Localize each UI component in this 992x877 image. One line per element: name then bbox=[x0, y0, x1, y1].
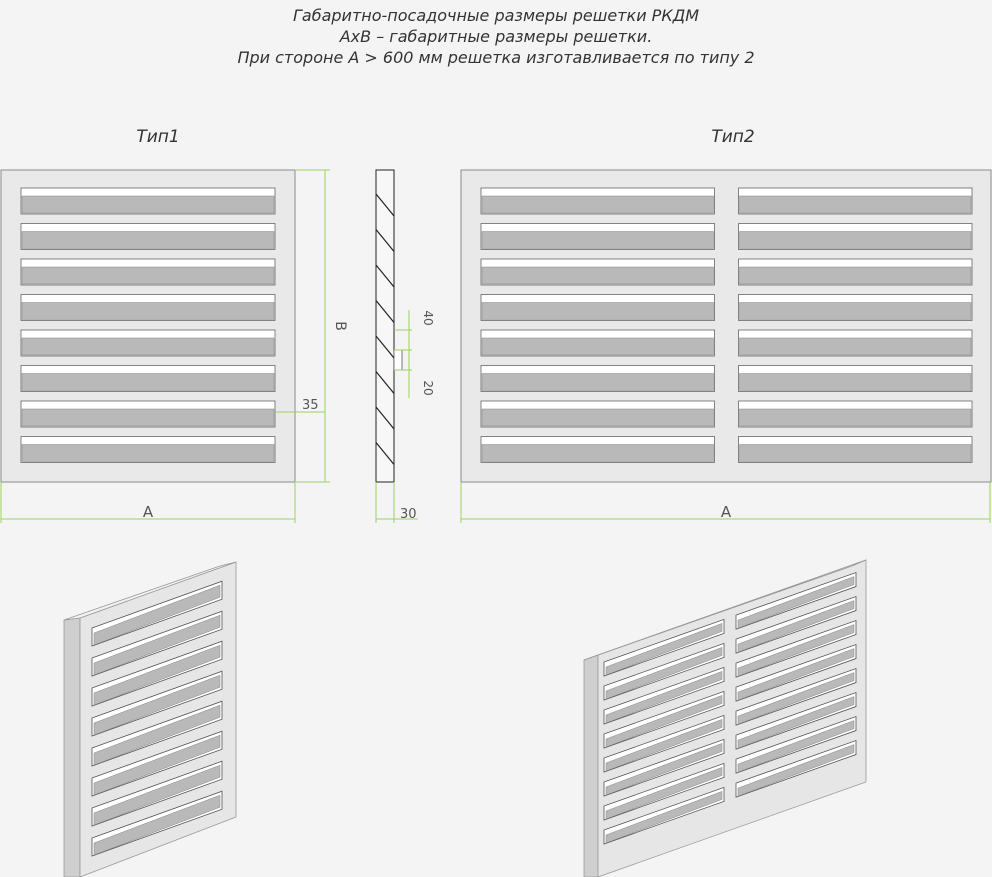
louver-blade bbox=[482, 303, 714, 320]
louver-blade bbox=[740, 409, 972, 426]
louver-blade bbox=[740, 232, 972, 249]
louver-blade bbox=[482, 232, 714, 249]
louver-blade bbox=[482, 338, 714, 355]
type1-front-view bbox=[1, 170, 295, 482]
type2-label: Тип2 bbox=[711, 127, 755, 147]
louver-blade bbox=[22, 338, 274, 355]
title-line-3: При стороне A > 600 мм решетка изготавливается по типу 2 bbox=[237, 48, 755, 67]
side-section-view bbox=[376, 170, 435, 523]
type2-dimensions bbox=[461, 482, 990, 523]
width-dimension-label-type1: A bbox=[142, 503, 154, 521]
louver-blade bbox=[22, 445, 274, 462]
louver-gap-label: 20 bbox=[421, 380, 435, 396]
louver-blade bbox=[22, 303, 274, 320]
louver-blade bbox=[740, 267, 972, 284]
louver-blade bbox=[482, 196, 714, 213]
louver-blade bbox=[740, 338, 972, 355]
type1-frame bbox=[1, 170, 295, 482]
depth-dimension-label: 30 bbox=[400, 507, 417, 522]
louver-blade bbox=[740, 196, 972, 213]
louver-pitch-label: 40 bbox=[421, 310, 435, 326]
frame-margin-label: 35 bbox=[302, 398, 319, 413]
louver-blade bbox=[740, 374, 972, 391]
louver-blade bbox=[22, 409, 274, 426]
title-line-1: Габаритно-посадочные размеры решетки РКДМ bbox=[293, 6, 699, 25]
louver-blade bbox=[482, 374, 714, 391]
louver-blade bbox=[22, 196, 274, 213]
louver-blade bbox=[740, 445, 972, 462]
louver-blade bbox=[482, 409, 714, 426]
louver-blade bbox=[22, 374, 274, 391]
louver-blade bbox=[22, 232, 274, 249]
type1-isometric-view bbox=[64, 562, 236, 877]
type2-front-view bbox=[461, 170, 991, 482]
louver-blade bbox=[482, 267, 714, 284]
louver-blade bbox=[22, 267, 274, 284]
type2-frame bbox=[461, 170, 991, 482]
louver-blade bbox=[482, 445, 714, 462]
type2-isometric-view bbox=[584, 560, 866, 877]
height-dimension-label: B bbox=[332, 321, 348, 331]
louver-blade bbox=[740, 303, 972, 320]
title-line-2: AxB – габаритные размеры решетки. bbox=[339, 27, 653, 46]
width-dimension-label-type2: A bbox=[720, 503, 732, 521]
type1-label: Тип1 bbox=[136, 127, 180, 147]
